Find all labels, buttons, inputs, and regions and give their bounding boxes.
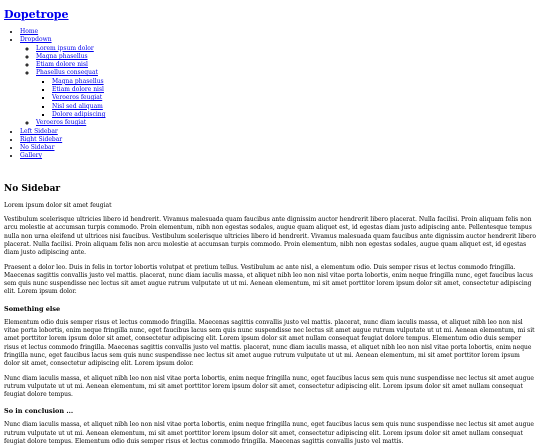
submenu-item xyxy=(36,69,536,119)
nav-link-no-sidebar[interactable]: No Sidebar xyxy=(20,144,55,152)
article-paragraph: Vestibulum scelerisque ultricies libero id hendrerit. Vivamus malesuada quam faucibus ante dignissim auctor hendrerit libero placerat. Nulla facilisi. Proin aliquam felis non arcu molestie at accumsan turpis commodo. Proin elementum, nibh non egestas sodales, augue quam aliquet est, id egestas diam justo adipiscing ante. Pellentesque tempus nulla non urna eleifend ut ultrices nisi faucibus. Vestibulum scelerisque ultricies libero id hendrerit. Vivamus malesuada quam faucibus ante dignissim auctor hendrerit libero placerat. Nulla facilisi. Proin aliquam felis non arcu molestie at accumsan turpis commodo. Proin elementum, nibh non egestas sodales, augue quam aliquet est, id egestas diam justo adipiscing ante. xyxy=(4,216,537,257)
submenu-item xyxy=(36,61,536,69)
section-heading: So in conclusion ... xyxy=(4,407,74,416)
submenu-item xyxy=(36,119,536,127)
nested-submenu xyxy=(36,78,536,119)
main-nav xyxy=(4,28,536,161)
article-subtitle: Lorem ipsum dolor sit amet feugiat xyxy=(4,201,112,209)
nav-link-home[interactable]: Home xyxy=(20,28,39,35)
nested-link-etiam-dolore-nisl[interactable]: Etiam dolore nisl xyxy=(52,86,104,94)
nav-link-gallery[interactable]: Gallery xyxy=(20,152,43,160)
nav-item-no-sidebar xyxy=(20,144,536,152)
nested-link-magna-phasellus[interactable]: Magna phasellus xyxy=(52,77,104,85)
nested-submenu-item xyxy=(52,111,536,119)
section-heading: Something else xyxy=(4,304,61,313)
nav-item-dropdown xyxy=(20,36,536,127)
page-title: No Sidebar xyxy=(4,183,61,194)
nested-submenu-item xyxy=(52,103,536,111)
submenu-item xyxy=(36,53,536,61)
dropdown-submenu xyxy=(20,45,536,128)
nav-item-right-sidebar xyxy=(20,136,536,144)
nav-item-gallery xyxy=(20,152,536,160)
article xyxy=(4,184,536,446)
site-title xyxy=(4,8,536,21)
nav-list xyxy=(4,28,536,161)
nested-link-dolore-adipiscing[interactable]: Dolore adipiscing xyxy=(52,110,106,118)
nav-item-left-sidebar xyxy=(20,128,536,136)
nav-link-right-sidebar[interactable]: Right Sidebar xyxy=(20,135,63,143)
nav-item-home xyxy=(20,28,536,36)
submenu-link-etiam-dolore-nisl[interactable]: Etiam dolore nisl xyxy=(36,61,88,69)
site-title-link[interactable]: Dopetrope xyxy=(4,8,69,21)
nav-link-dropdown[interactable]: Dropdown xyxy=(20,36,52,44)
article-paragraph: Praesent a dolor leo. Duis in felis in tortor lobortis volutpat et pretium tellus. Vestibulum ac ante nisl, a elementum odio. Duis semper risus et lectus commodo fringilla. Maecenas sagittis convallis justo vel mattis. placerat, nunc diam iaculis massa, et aliquet nibh leo non nisl vitae porta lobortis, enim neque fringilla nunc, eget faucibus lacus sem quis nunc suspendisse nec lectus sit amet augue rutrum vulputate ut ut mi. Aenean elementum, mi sit amet porttitor lorem ipsum dolor sit amet, consectetur adipiscing elit. Lorem ipsum dolor. xyxy=(4,263,533,296)
nested-link-veroeros-feugiat[interactable]: Veroeros feugiat xyxy=(52,94,103,102)
nested-submenu-item xyxy=(52,86,536,94)
nav-link-left-sidebar[interactable]: Left Sidebar xyxy=(20,127,58,135)
section-paragraph: Elementum odio duis semper risus et lectus commodo fringilla. Maecenas sagittis convallis justo vel mattis. placerat, nunc diam iaculis massa, et aliquet nibh leo non nisl vitae porta lobortis, enim neque fringilla nunc, eget faucibus lacus sem quis nunc suspendisse nec lectus sit amet augue rutrum vulputate ut ut mi. Aenean elementum, mi sit amet porttitor lorem ipsum dolor sit amet, consectetur adipiscing elit. Lorem ipsum dolor sit amet nullam consequat feugiat dolore tempus. Elementum odio duis semper risus et lectus commodo fringilla. Maecenas sagittis convallis justo vel mattis. placerat, nunc diam iaculis massa, et aliquet nibh leo non nisl vitae porta lobortis, enim neque fringilla nunc, eget faucibus lacus sem quis nunc suspendisse nec lectus sit amet augue rutrum vulputate ut ut mi. Aenean elementum, mi sit amet porttitor lorem ipsum dolor sit amet, consectetur adipiscing elit. Lorem ipsum dolor. xyxy=(4,318,535,368)
submenu-item xyxy=(36,45,536,53)
nested-link-nisl-sed-aliquam[interactable]: Nisl sed aliquam xyxy=(52,102,103,110)
section-paragraph: Nunc diam iaculis massa, et aliquet nibh leo non nisl vitae porta lobortis, enim neque fringilla nunc, eget faucibus lacus sem quis nunc suspendisse nec lectus sit amet augue rutrum vulputate ut ut mi. Aenean elementum, mi sit amet porttitor lorem ipsum dolor sit amet, consectetur adipiscing elit. Lorem ipsum dolor sit amet nullam consequat feugiat dolore tempus. xyxy=(4,374,534,399)
submenu-link-phasellus-consequat[interactable]: Phasellus consequat xyxy=(36,69,98,77)
submenu-link-veroeros-feugiat[interactable]: Veroeros feugiat xyxy=(36,119,87,127)
section-paragraph: Nunc diam iaculis massa, et aliquet nibh leo non nisl vitae porta lobortis, enim neque fringilla nunc, eget faucibus lacus sem quis nunc suspendisse nec lectus sit amet augue rutrum vulputate ut ut mi. Aenean elementum, mi sit amet porttitor lorem ipsum dolor sit amet, consectetur adipiscing elit. Lorem ipsum dolor sit amet nullam consequat feugiat dolore tempus. Elementum odio duis semper risus et lectus commodo fringilla. Maecenas sagittis convallis justo vel mattis. xyxy=(4,421,534,445)
submenu-link-magna-phasellus[interactable]: Magna phasellus xyxy=(36,52,88,60)
nested-submenu-item xyxy=(52,78,536,86)
submenu-link-lorem-ipsum-dolor[interactable]: Lorem ipsum dolor xyxy=(36,44,94,52)
nested-submenu-item xyxy=(52,94,536,102)
